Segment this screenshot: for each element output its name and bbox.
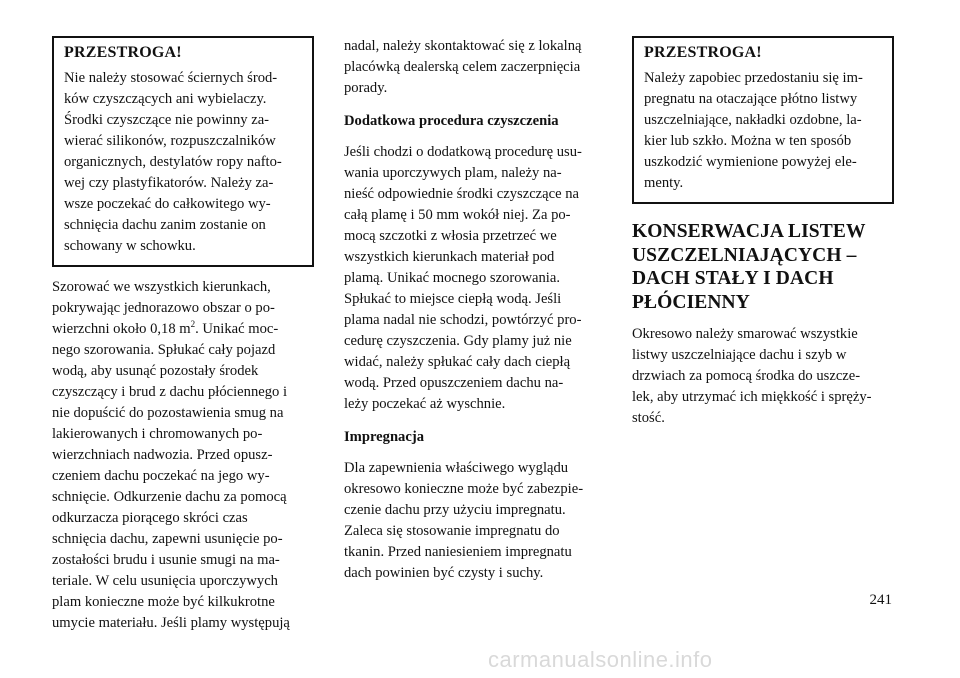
subheading-impregnation: Impregnacja: [344, 429, 424, 445]
scrubbing-text-start: Szorować we wszystkich kierunkach, pokrywając jednorazowo obszar o po- wierzchni około 0,18 m: [52, 279, 275, 337]
superscript-2: 2: [190, 319, 196, 330]
impregnation-paragraph: Dla zapewnienia właściwego wyglądu okresowo konieczne może być zabezpie- czenie dachu przy użyciu impregnatu. Zaleca się stosowanie impregnatu do tkanin. Przed naniesieniem impregnatu dach powinien być czysty i suchy.: [344, 460, 584, 581]
scrubbing-text-end: . Unikać moc- nego szorowania. Spłukać cały pojazd wodą, aby usunąć pozostały środek czyszczący i brud z dachu płóciennego i nie dopuścić do pozostawienia smug na lakierowanych i chromowanych po- wierzchniach nadwozia. Przed opusz- czeniem dachu poczekać na jego wy- schnięcie. Odkurzenie dachu za pomocą odkurzacza piorącego skróci czas schnięcia dachu, zapewni usunięcie po- zostałości brudu i usunie smugi na ma- teriale. W celu usunięcia uporczywych plam konieczne może być kilkukrotne umycie materiału. Jeśli plamy występują: [52, 321, 290, 631]
watermark: carmanualsonline.info: [488, 647, 713, 672]
column-right: [632, 36, 894, 429]
dealer-paragraph: nadal, należy skontaktować się z lokalną placówką dealerską celem zaczerpnięcia porady.: [344, 38, 582, 96]
warning-box: [52, 36, 314, 267]
additional-cleaning-paragraph: Jeśli chodzi o dodatkową procedurę usu- wania uporczywych plam, należy na- nieść odpowiednie środki czyszczące na całą plamę i 50 mm wokół niej. Za po- mocą szczotki z włosia przetrzeć we wszystkich kierunkach materiał pod plamą. Unikać mocnego szorowania. Spłukać to miejsce ciepłą wodą. Jeśli plama nadal nie schodzi, powtórzyć pro- cedurę czyszczenia. Gdy plamy już nie widać, należy spłukać cały dach ciepłą wodą. Przed opuszczeniem dachu na- leży poczekać aż wyschnie.: [344, 144, 582, 412]
page-number: 241: [869, 592, 892, 608]
column-left: [52, 36, 314, 634]
section-title: KONSERWACJA LISTEW USZCZELNIAJĄCYCH – DACH STAŁY I DACH PŁÓCIENNY: [632, 221, 866, 313]
maintenance-paragraph: Okresowo należy smarować wszystkie listwy uszczelniające dachu i szyb w drzwiach za pomocą środka do uszcze- lek, aby utrzymać ich miękkość i spręży- stość.: [632, 326, 872, 426]
column-middle: [344, 36, 606, 584]
warning-text: Nie należy stosować ściernych środ- ków czyszczących ani wybielaczy. Środki czyszczące nie powinny za- wierać silikonów, rozpuszczalników organicznych, destylatów ropy nafto- wej czy plastyfikatorów. Należy za- wsze poczekać do całkowitego wy- schnięcia dachu zanim zostanie on schowany w schowku.: [64, 70, 282, 254]
warning-title: PRZESTROGA!: [64, 44, 182, 61]
scrubbing-paragraph: [52, 277, 314, 634]
warning-title: PRZESTROGA!: [644, 44, 762, 61]
subheading-additional-cleaning: Dodatkowa procedura czyszczenia: [344, 113, 559, 129]
warning-text: Należy zapobiec przedostaniu się im- pregnatu na otaczające płótno listwy uszczelniające, nakładki ozdobne, la- kier lub szkło. Można w ten sposób uszkodzić wymienione powyżej ele- menty.: [644, 70, 863, 191]
warning-box: [632, 36, 894, 204]
